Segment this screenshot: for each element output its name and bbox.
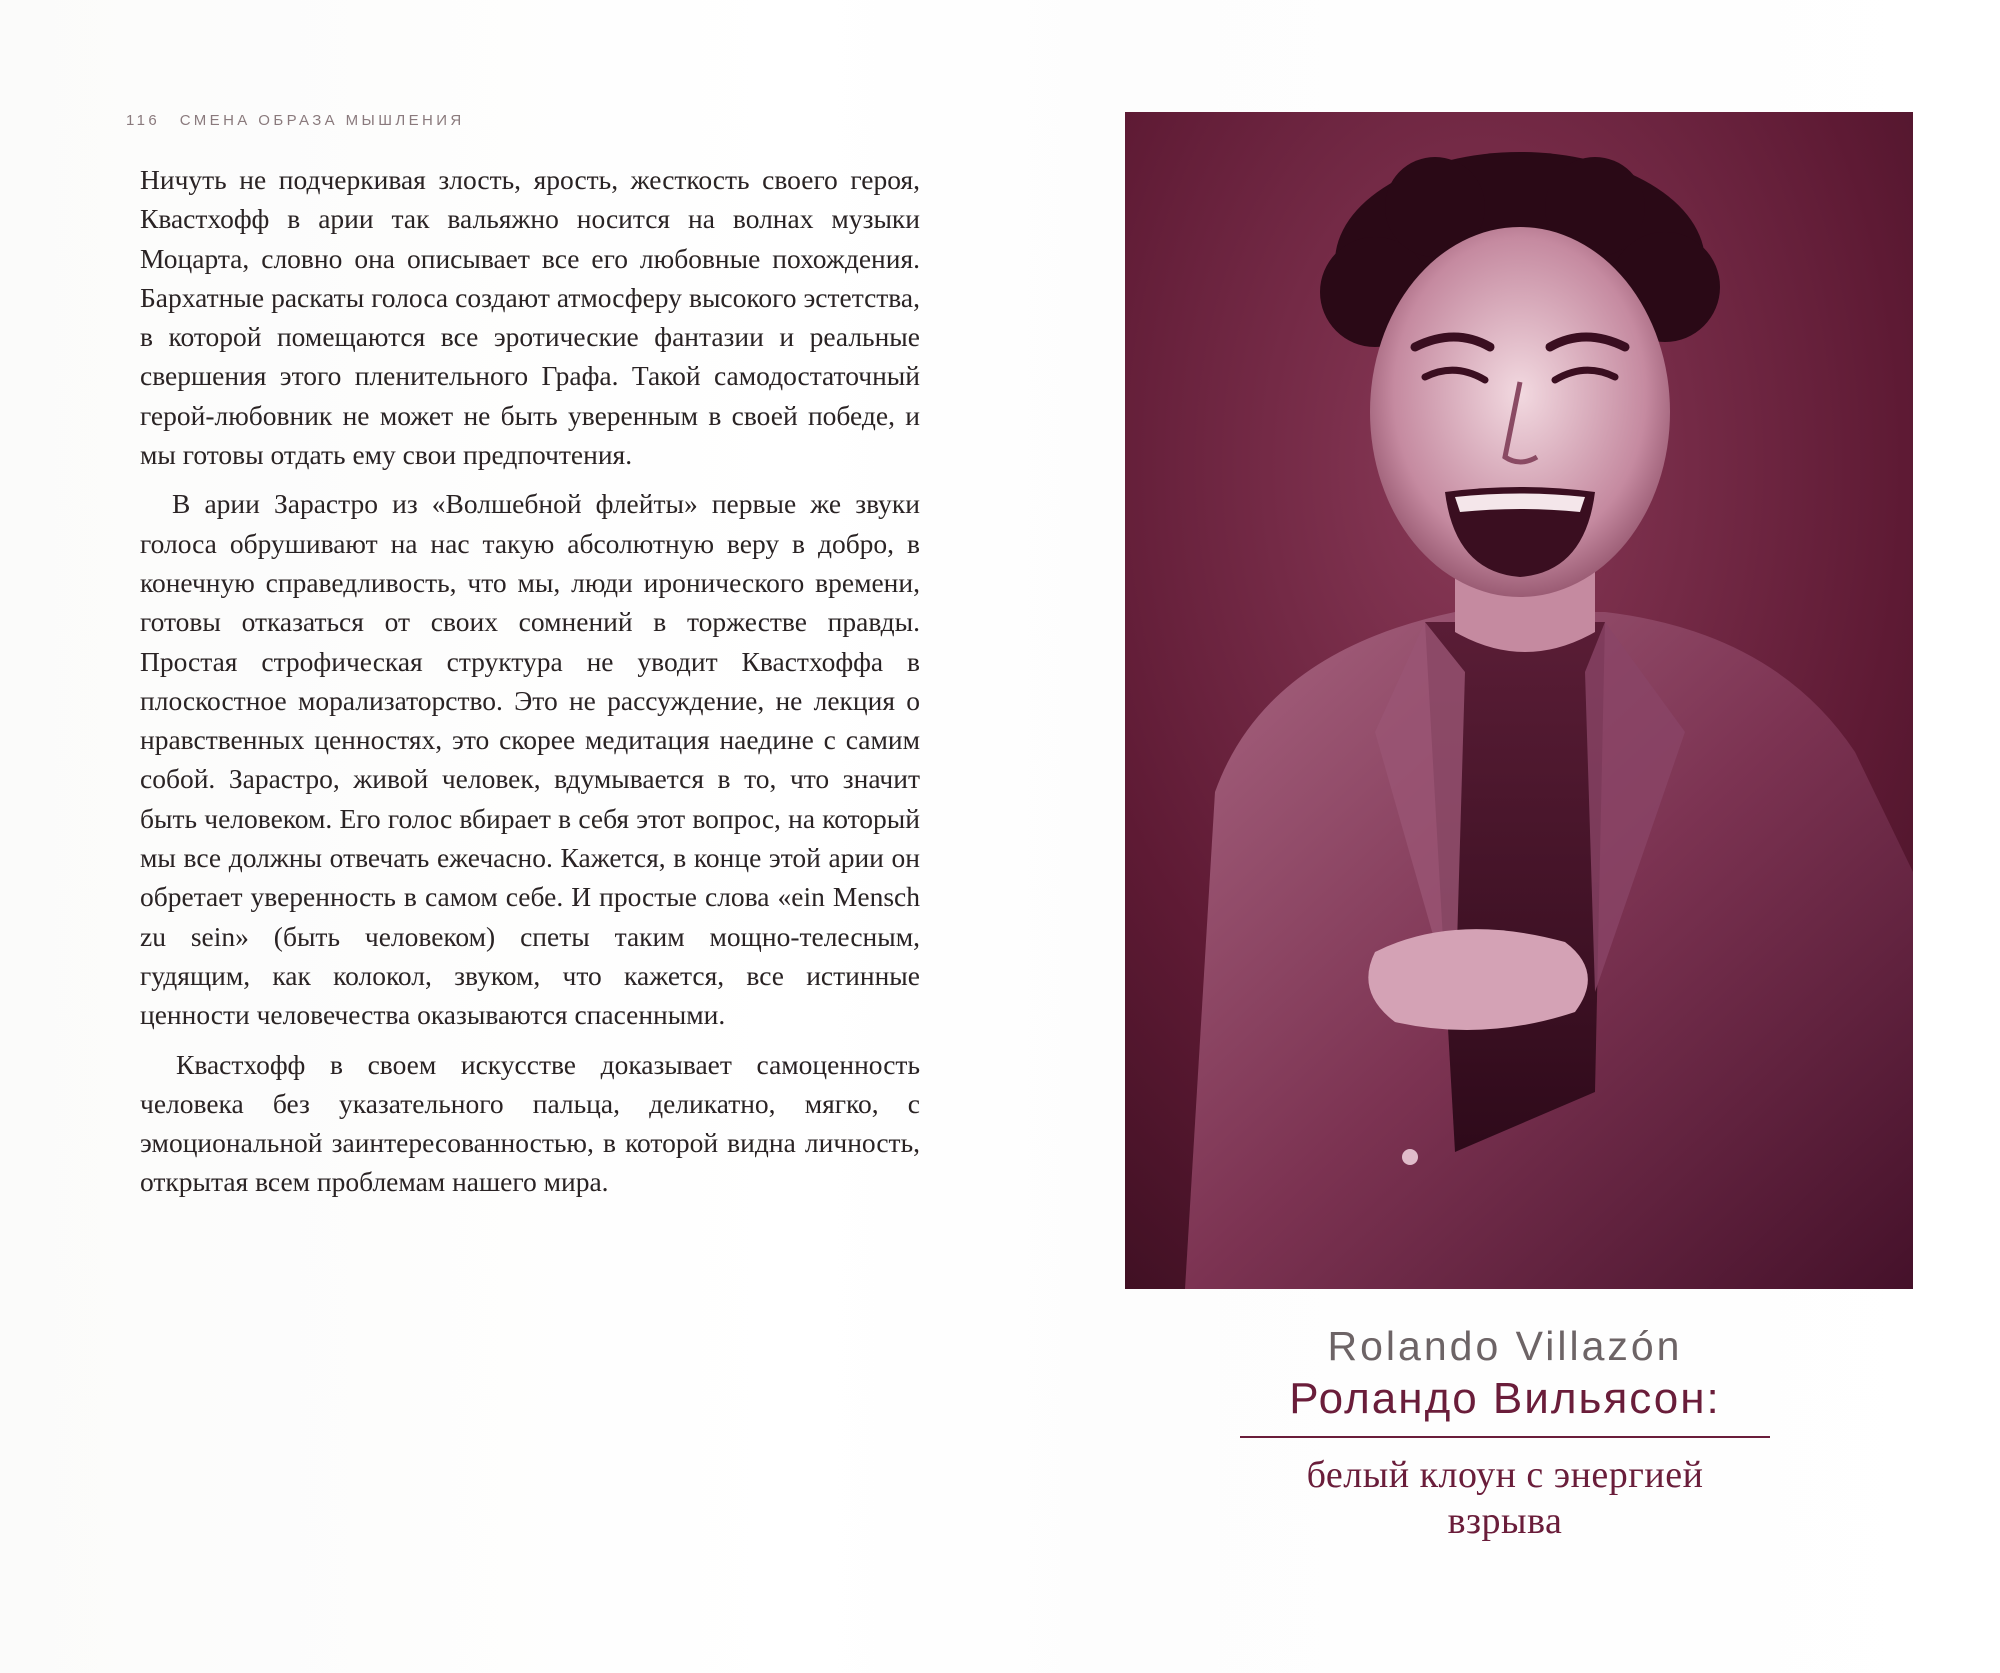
portrait-photo — [1125, 112, 1913, 1289]
photo-caption — [1240, 1320, 1770, 1544]
paragraph-2: В арии Зарастро из «Волшебной флейты» первые же звуки голоса обрушивают на нас такую абсолютную веру в добро, в конечную справедливость, что мы, люди иронического времени, готовы отказаться от своих сомнений в торжестве правды. Простая строфическая структура не уводит Квастхоффа в плоскостное морализаторство. Это не рассуждение, не лекция о нравственных ценностях, это скорее медитация наедине с самим собой. Зарастро, живой человек, вдумывается в то, что значит быть человеком. Его голос вбирает в себя этот вопрос, на который мы все должны отвечать ежечасно. Кажется, в конце этой арии он обретает уверенность в самом себе. И простые слова «ein Mensch zu sein» (быть человеком) спеты таким мощно-телесным, гудящим, как колокол, звуком, что кажется, все истинные ценности человечества оказываются спасенными. — [140, 488, 920, 1031]
paragraph-1: Ничуть не подчеркивая злость, ярость, жесткость своего героя, Квастхофф в арии так вальяжно носится на волнах музыки Моцарта, словно она описывает все его любовные похождения. Бархатные раскаты голоса создают атмосферу высокого эстетства, в которой помещаются все эротические фантазии и реальные свершения этого пленительного Графа. Такой самодостаточный герой-любовник не может не быть уверенным в своей победе, и мы готовы отдать ему свои предпочтения. — [140, 164, 920, 471]
caption-divider — [1240, 1436, 1770, 1438]
caption-subtitle — [1240, 1452, 1770, 1544]
paragraph-3: Квастхофф в своем искусстве доказывает самоценность человека без указательного пальца, деликатно, мягко, с эмоциональной заинтересованностью, в которой видна личность, открытая всем проблемам нашего мира. — [140, 1048, 920, 1198]
caption-subtitle-line-2: взрыва — [1447, 1500, 1563, 1542]
caption-subtitle-line-1: белый клоун с энергией — [1306, 1454, 1704, 1496]
caption-latin-name: Rolando Villazón — [1327, 1323, 1683, 1369]
portrait-illustration — [1125, 112, 1913, 1289]
running-head — [126, 112, 465, 129]
body-text — [140, 160, 920, 1212]
page-number: 116 — [126, 112, 161, 129]
caption-cyrillic-name: Роландо Вильясон: — [1289, 1374, 1721, 1423]
section-title: СМЕНА ОБРАЗА МЫШЛЕНИЯ — [179, 112, 465, 129]
